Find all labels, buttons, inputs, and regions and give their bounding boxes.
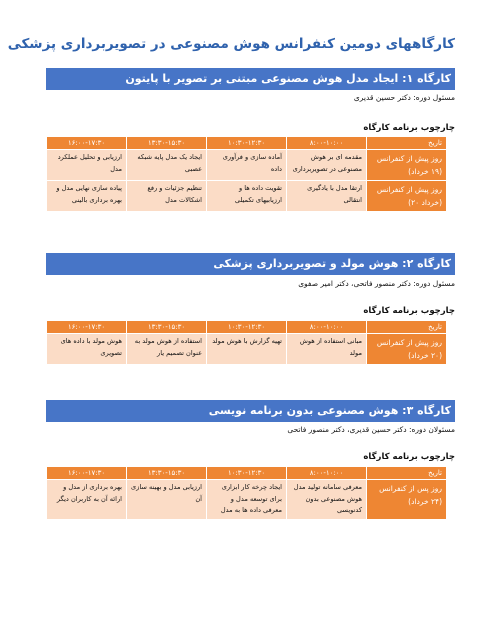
session-cell: مبانی استفاده از هوش مولد	[287, 334, 367, 365]
workshop-3-banner: کارگاه ۳: هوش مصنوعی بدون برنامه نویسی	[46, 400, 455, 422]
table-row	[47, 334, 447, 365]
time-slot-3: ۱۳:۳۰-۱۵:۳۰	[127, 467, 207, 480]
time-slot-2: ۱۰:۳۰-۱۲:۳۰	[207, 137, 287, 150]
session-cell: معرفی سامانه تولید مدل هوش مصنوعی بدون کدنویسی	[287, 480, 367, 520]
session-cell: بهره برداری از مدل و ارائه آن به کاربران دیگر	[47, 480, 127, 520]
workshop-2-responsible: مسئول دوره: دکتر منصور فاتحی، دکتر امیر صفوی	[298, 279, 455, 288]
workshop-1-framework-heading: چارچوب برنامه کارگاه	[363, 123, 455, 133]
time-slot-4: ۱۶:۰۰-۱۷:۳۰	[47, 321, 127, 334]
date-header: تاریخ	[367, 467, 447, 480]
time-slot-4: ۱۶:۰۰-۱۷:۳۰	[47, 137, 127, 150]
row-date-label: روز پس از کنفرانس (۲۴ خرداد)	[367, 480, 447, 520]
date-header: تاریخ	[367, 137, 447, 150]
session-cell: ارزیابی مدل و بهینه سازی آن	[127, 480, 207, 520]
table-row	[47, 480, 447, 520]
session-cell: آماده سازی و فرآوری داده	[207, 150, 287, 181]
workshop-1-responsible: مسئول دوره: دکتر حسین قدیری	[353, 93, 455, 102]
time-slot-2: ۱۰:۳۰-۱۲:۳۰	[207, 467, 287, 480]
time-slot-1: ۸:۰۰-۱۰:۰۰	[287, 467, 367, 480]
workshop-1-banner: کارگاه ۱: ایجاد مدل هوش مصنوعی مبتنی بر تصویر با پایتون	[46, 68, 455, 90]
workshop-3-framework-heading: چارچوب برنامه کارگاه	[363, 452, 455, 462]
workshop-3-responsible: مسئولان دوره: دکتر حسین قدیری، دکتر منصور فاتحی	[287, 425, 455, 434]
row-date-label: روز پیش از کنفرانس (خرداد ۲۰)	[367, 181, 447, 212]
time-slot-4: ۱۶:۰۰-۱۷:۳۰	[47, 467, 127, 480]
session-cell: استفاده از هوش مولد به عنوان تصمیم یار	[127, 334, 207, 365]
workshop-2-framework-heading: چارچوب برنامه کارگاه	[363, 306, 455, 316]
session-cell: هوش مولد با داده های تصویری	[47, 334, 127, 365]
workshop-3-schedule-table	[46, 466, 447, 520]
session-cell: مقدمه ای بر هوش مصنوعی در تصویربرداری	[287, 150, 367, 181]
session-cell: تنظیم جزئیات و رفع اشکالات مدل	[127, 181, 207, 212]
time-slot-1: ۸:۰۰-۱۰:۰۰	[287, 137, 367, 150]
workshop-2-schedule-table	[46, 320, 447, 365]
row-date-label: روز پیش از کنفرانس (۲۰ خرداد)	[367, 334, 447, 365]
session-cell: ایجاد چرخه کار ابزاری برای توسعه مدل و معرفی داده ها به مدل	[207, 480, 287, 520]
workshop-1-schedule-table	[46, 136, 447, 212]
session-cell: ارزیابی و تحلیل عملکرد مدل	[47, 150, 127, 181]
time-slot-3: ۱۳:۳۰-۱۵:۳۰	[127, 321, 207, 334]
session-cell: تقویت داده ها و ارزیابیهای تکمیلی	[207, 181, 287, 212]
session-cell: ارتقا مدل با یادگیری انتقالی	[287, 181, 367, 212]
table-row	[47, 181, 447, 212]
time-slot-1: ۸:۰۰-۱۰:۰۰	[287, 321, 367, 334]
time-slot-2: ۱۰:۳۰-۱۲:۳۰	[207, 321, 287, 334]
session-cell: پیاده سازی نهایی مدل و بهره برداری بالینی	[47, 181, 127, 212]
session-cell: ایجاد یک مدل پایه شبکه عصبی	[127, 150, 207, 181]
date-header: تاریخ	[367, 321, 447, 334]
document-title: کارگاههای دومین کنفرانس هوش مصنوعی در تصویربرداری پزشکی	[7, 36, 455, 52]
table-header-row	[47, 467, 447, 480]
row-date-label: روز پیش از کنفرانس (۱۹ خرداد)	[367, 150, 447, 181]
workshop-2-banner: کارگاه ۲: هوش مولد و تصویربرداری پزشکی	[46, 253, 455, 275]
table-header-row	[47, 321, 447, 334]
session-cell: تهیه گزارش با هوش مولد	[207, 334, 287, 365]
table-row	[47, 150, 447, 181]
time-slot-3: ۱۳:۳۰-۱۵:۳۰	[127, 137, 207, 150]
table-header-row	[47, 137, 447, 150]
